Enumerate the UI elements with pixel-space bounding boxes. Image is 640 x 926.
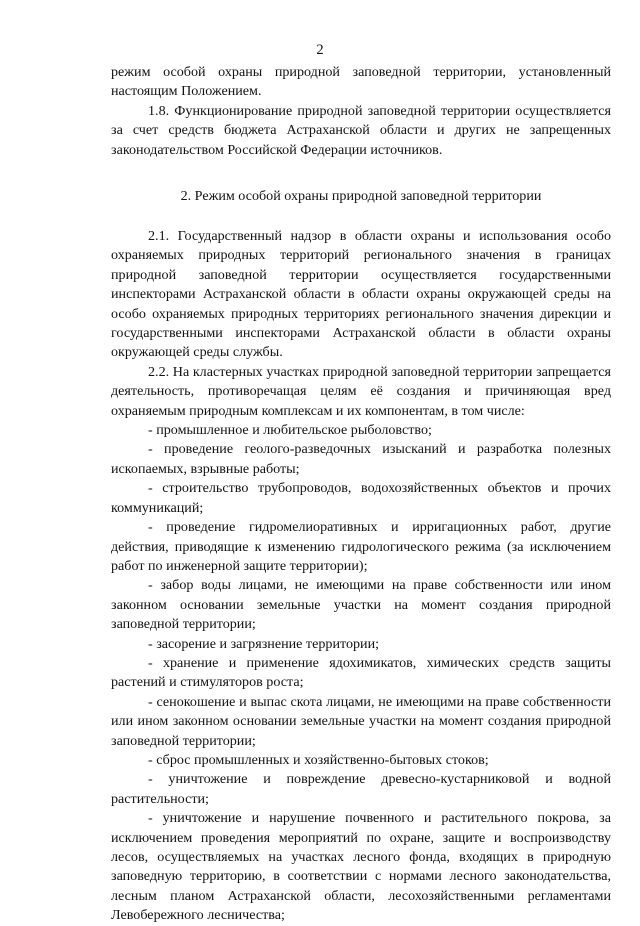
prohibition-item: - сенокошение и выпас скота лицами, не имеющими на праве собственности или ином законном основании земельные участки на момент создания природной заповедной территории; (111, 693, 611, 749)
prohibition-item: - проведение геолого-разведочных изысканий и разработка полезных ископаемых, взрывные работы; (111, 441, 611, 477)
section-2-heading: 2. Режим особой охраны природной заповедной территории (180, 188, 542, 204)
clause-1-8: 1.8. Функционирование природной заповедной территории осуществляется за счет средств бюджета Астраханской области и других не запрещенных законодательством Российской Федерации источников. (111, 102, 611, 158)
prohibition-item: - промышленное и любительское рыболовство; (148, 422, 432, 439)
continuation-paragraph: режим особой охраны природной заповедной территории, установленный настоящим Положением. (111, 64, 611, 100)
section-2-heading-block (111, 187, 611, 206)
prohibition-item: - сброс промышленных и хозяйственно-бытовых стоков; (148, 751, 489, 768)
prohibition-item: - строительство трубопроводов, водохозяйственных объектов и прочих коммуникаций; (111, 480, 611, 516)
page-number: 2 (316, 42, 324, 58)
prohibition-item: - проведение гидромелиоративных и ирригационных работ, другие действия, приводящие к изменению гидрологического режима (за исключением работ по инженерной защите территории); (111, 519, 611, 574)
clause-2-2: 2.2. На кластерных участках природной заповедной территории запрещается деятельность, противоречащая целям её создания и причиняющая вред охраняемым природным комплексам и их компонентам, в том числе: (111, 363, 611, 419)
intro-block (111, 63, 611, 160)
prohibition-item: - уничтожение и повреждение древесно-кустарниковой и водной растительности; (111, 771, 611, 807)
section-2-body (111, 227, 611, 926)
prohibition-item: - хранение и применение ядохимикатов, химических средств защиты растений и стимуляторов роста; (111, 654, 611, 691)
prohibition-item: - уничтожение и нарушение почвенного и растительного покрова, за исключением проведения мероприятий по охране, защите и воспроизводству лесов, осуществляемых на участках лесного фонда, входящих в природную заповедную территорию, в соответствии с нормами лесного законодательства, лесным планом Астраханской области, лесохозяйственными регламентами Левобережного лесничества; (111, 810, 611, 924)
prohibition-item: - забор воды лицами, не имеющими на праве собственности или ином законном основании земельные участки на момент создания природной заповедной территории; (111, 577, 611, 633)
prohibition-item: - засорение и загрязнение территории; (148, 635, 380, 652)
clause-2-1: 2.1. Государственный надзор в области охраны и использования особо охраняемых природных территорий регионального значения в границах природной заповедной территории осуществляется государственными инспекторами Астраханской области в области охраны окружающей среды на особо охраняемых природных территориях регионального значения дирекции и государственными инспекторами Астраханской области в области охраны окружающей среды службы. (111, 228, 611, 361)
